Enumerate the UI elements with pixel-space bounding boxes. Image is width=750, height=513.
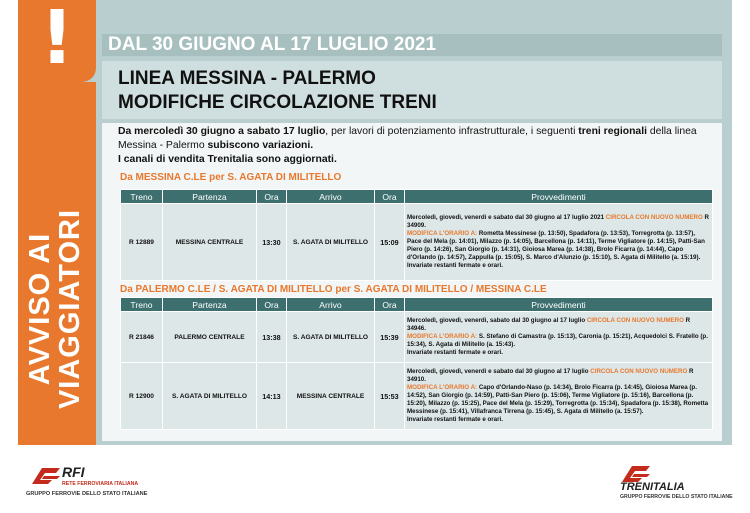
vertical-label-line2: VIAGGIATORI <box>54 208 86 410</box>
rfi-logo <box>26 462 166 502</box>
col-header-departure: Partenza <box>163 190 257 204</box>
sidebar-banner <box>18 82 96 445</box>
col-header-arr-time: Ora <box>375 298 405 312</box>
title-line1: LINEA MESSINA - PALERMO <box>118 68 376 89</box>
table-row <box>121 204 713 281</box>
col-header-dep-time: Ora <box>257 298 287 312</box>
title-line2: MODIFICHE CIRCOLAZIONE TRENI <box>118 92 437 113</box>
timetable-change-label: MODIFICA L'ORARIO A: <box>407 333 478 340</box>
content-panel <box>102 123 722 441</box>
col-header-measures: Provvedimenti <box>405 190 713 204</box>
departure-time: 13:38 <box>257 312 287 363</box>
train-number: R 21846 <box>121 312 163 363</box>
timetable-change-list: Rometta Messinese (p. 13:50), Spadafora (p. 13:53), Torregrotta (p. 13:57), Pace del Mela (p. 14:01), Milazzo (p. 14:05), Barcellona (p. 14:11), Terme Vigliatore (p. 14:15), Patti-San Piero (p. 14:26), San Giorgio (p. 14:31), Gioiosa Marea (p. 14:38), Brolo Ficarra (p. 14:44), Capo d'Orlando (p. 14:57), Zappulla (p. 15:05), S. Marco d'Alunzio (p. 15:10), S. Agata di Militello (a. 15:19). <box>407 230 705 261</box>
notice-vertical-label <box>25 169 89 449</box>
arrival-time: 15:53 <box>375 363 405 430</box>
timetable-change-list: Capo d'Orlando-Naso (p. 14:34), Brolo Ficarra (p. 14:45), Gioiosa Marea (p. 14:52), San Giorgio (p. 14:59), Patti-San Piero (p. 15:06), Terme Vigliatore (p. 15:16), Barcellona (p. 15:20), Milazzo (p. 15:25), Pace del Mela (p. 15:29), Torregrotta (p. 15:34), Spadafora (p. 15:38), Rometta Messinese (p. 15:41), Villafranca Tirrena (p. 15:45), S. Agata di Militello (a. 15:57). <box>407 384 709 415</box>
trenitalia-name: TRENITALIA <box>620 481 685 493</box>
exclamation-icon: ! <box>40 0 74 81</box>
new-number: R 34946. <box>407 317 691 332</box>
intro-bold-dates: Da mercoledì 30 giugno a sabato 17 luglio <box>118 126 326 137</box>
intro-bold-variations: subiscono variazioni. <box>207 140 314 151</box>
departure-station: S. AGATA DI MILITELLO <box>163 363 257 430</box>
notice-poster <box>18 0 732 445</box>
arrival-time: 15:09 <box>375 204 405 281</box>
col-header-train: Treno <box>121 298 163 312</box>
rfi-name: RFI <box>62 464 85 480</box>
vertical-label-line1: AVVISO AI <box>24 232 56 386</box>
measures-end: Invariate restanti fermate e orari. <box>407 416 503 423</box>
table-row <box>121 363 713 430</box>
col-header-train: Treno <box>121 190 163 204</box>
intro-text-2: della linea Messina - Palermo <box>118 126 697 151</box>
intro-sales-note: I canali di vendita Trenitalia sono aggiornati. <box>118 154 337 165</box>
new-number-label: CIRCOLA CON NUOVO NUMERO <box>590 368 688 375</box>
col-header-arrival: Arrivo <box>287 190 375 204</box>
trenitalia-logo <box>610 462 740 502</box>
col-header-arr-time: Ora <box>375 190 405 204</box>
timetable-change-label: MODIFICA L'ORARIO A: <box>407 230 478 237</box>
rfi-group: GRUPPO FERROVIE DELLO STATO ITALIANE <box>26 491 148 497</box>
new-number: R 34910. <box>407 368 694 383</box>
section1-title: Da MESSINA C.LE per S. AGATA DI MILITELLO <box>120 172 342 183</box>
col-header-measures: Provvedimenti <box>405 298 713 312</box>
measures-cell <box>405 204 713 281</box>
intro-text-1: , per lavori di potenziamento infrastrutturale, i seguenti <box>325 126 579 137</box>
warning-box <box>18 0 96 82</box>
train-number: R 12900 <box>121 363 163 430</box>
measures-cell <box>405 363 713 430</box>
measures-intro: Mercoledì, giovedì, venerdì e sabato dal 30 giugno al 17 luglio <box>407 368 591 375</box>
intro-text <box>118 125 718 167</box>
new-number-label: CIRCOLA CON NUOVO NUMERO <box>605 214 703 221</box>
table-header-row <box>121 298 713 312</box>
title-box <box>102 61 722 119</box>
departure-time: 13:30 <box>257 204 287 281</box>
arrival-station: MESSINA CENTRALE <box>287 363 375 430</box>
rfi-subtitle: RETE FERROVIARIA ITALIANA <box>62 481 139 487</box>
departure-station: PALERMO CENTRALE <box>163 312 257 363</box>
date-range: DAL 30 GIUGNO AL 17 LUGLIO 2021 <box>108 34 437 55</box>
intro-bold-trains: treni regionali <box>578 126 647 137</box>
section2-title: Da PALERMO C.LE / S. AGATA DI MILITELLO per S. AGATA DI MILITELLO / MESSINA C.LE <box>120 284 547 295</box>
measures-cell <box>405 312 713 363</box>
measures-intro: Mercoledì, giovedì, venerdì e sabato dal 30 giugno al 17 luglio 2021 <box>407 214 606 221</box>
arrival-station: S. AGATA DI MILITELLO <box>287 312 375 363</box>
departure-station: MESSINA CENTRALE <box>163 204 257 281</box>
timetable-change-list: S. Stefano di Camastra (p. 15:13), Caronia (p. 15:21), Acquedolci S. Fratello (p. 15:34), S. Agata di Militello (a. 15:43). <box>407 333 708 348</box>
col-header-dep-time: Ora <box>257 190 287 204</box>
table-row <box>121 312 713 363</box>
arrival-time: 15:39 <box>375 312 405 363</box>
train-number: R 12889 <box>121 204 163 281</box>
measures-intro: Mercoledì, giovedì, venerdì, sabato dal 30 giugno al 17 luglio <box>407 317 587 324</box>
timetable-section2 <box>120 297 713 430</box>
arrival-station: S. AGATA DI MILITELLO <box>287 204 375 281</box>
fs-arrows-icon <box>30 464 64 486</box>
col-header-arrival: Arrivo <box>287 298 375 312</box>
new-number: R 34909. <box>407 214 709 229</box>
date-bar <box>102 34 722 56</box>
new-number-label: CIRCOLA CON NUOVO NUMERO <box>586 317 684 324</box>
table-header-row <box>121 190 713 204</box>
measures-end: Invariate restanti fermate e orari. <box>407 349 503 356</box>
departure-time: 14:13 <box>257 363 287 430</box>
timetable-change-label: MODIFICA L'ORARIO A: <box>407 384 478 391</box>
col-header-departure: Partenza <box>163 298 257 312</box>
timetable-section1 <box>120 189 713 281</box>
measures-end: Invariate restanti fermate e orari. <box>407 262 503 269</box>
trenitalia-group: GRUPPO FERROVIE DELLO STATO ITALIANE <box>620 494 733 500</box>
